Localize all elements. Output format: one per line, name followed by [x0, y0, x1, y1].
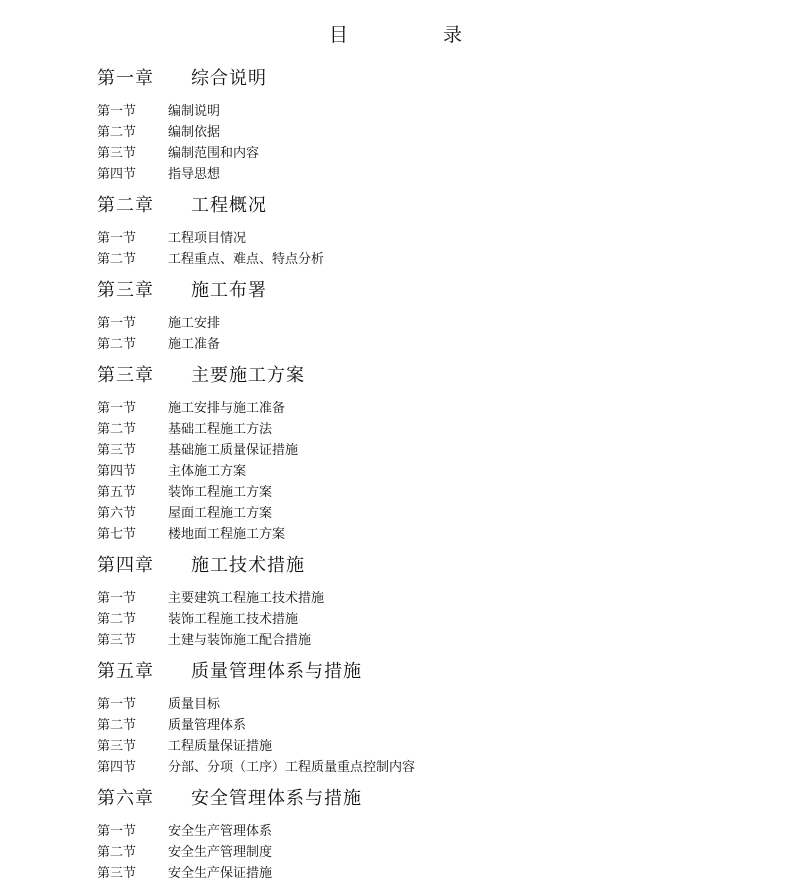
chapter-number: 第六章: [97, 787, 154, 809]
section-number: 第二节: [97, 252, 137, 267]
section-title: 屋面工程施工方案: [168, 506, 273, 521]
table-of-contents: [97, 60, 717, 882]
section-number: 第一节: [97, 824, 137, 839]
chapter-number: 第二章: [97, 194, 154, 216]
section-entry[interactable]: [97, 840, 717, 861]
section-title: 楼地面工程施工方案: [168, 527, 286, 542]
chapter-title: 质量管理体系与措施: [191, 660, 362, 682]
section-number: 第三节: [97, 146, 137, 161]
section-entry[interactable]: [97, 522, 717, 543]
section-entry[interactable]: [97, 247, 717, 268]
section-entry[interactable]: [97, 99, 717, 120]
section-number: 第三节: [97, 633, 137, 648]
chapter-title: 主要施工方案: [191, 364, 305, 386]
section-entry[interactable]: [97, 311, 717, 332]
chapter-heading[interactable]: [97, 187, 717, 220]
section-number: 第一节: [97, 231, 137, 246]
chapter-number: 第四章: [97, 554, 154, 576]
section-number: 第三节: [97, 443, 137, 458]
section-number: 第四节: [97, 464, 137, 479]
section-title: 质量目标: [168, 697, 221, 712]
chapter-heading[interactable]: [97, 272, 717, 305]
section-entry[interactable]: [97, 396, 717, 417]
section-title: 编制依据: [168, 125, 221, 140]
section-entry[interactable]: [97, 713, 717, 734]
section-title: 安全生产管理体系: [168, 824, 273, 839]
section-title: 安全生产保证措施: [168, 866, 273, 881]
section-entry[interactable]: [97, 141, 717, 162]
section-number: 第七节: [97, 527, 137, 542]
section-entry[interactable]: [97, 417, 717, 438]
section-entry[interactable]: [97, 734, 717, 755]
section-entry[interactable]: [97, 162, 717, 183]
section-title: 分部、分项（工序）工程质量重点控制内容: [168, 760, 416, 775]
chapter-title: 综合说明: [191, 67, 267, 89]
chapter-heading[interactable]: [97, 357, 717, 390]
chapter-heading[interactable]: [97, 547, 717, 580]
section-entry[interactable]: [97, 692, 717, 713]
section-title: 指导思想: [168, 167, 221, 182]
section-entry[interactable]: [97, 628, 717, 649]
section-entry[interactable]: [97, 501, 717, 522]
section-number: 第二节: [97, 845, 137, 860]
section-title: 工程质量保证措施: [168, 739, 273, 754]
section-entry[interactable]: [97, 607, 717, 628]
chapter-heading[interactable]: [97, 653, 717, 686]
section-entry[interactable]: [97, 120, 717, 141]
section-number: 第三节: [97, 866, 137, 881]
section-entry[interactable]: [97, 586, 717, 607]
section-number: 第二节: [97, 337, 137, 352]
section-title: 施工安排: [168, 316, 221, 331]
section-title: 编制说明: [168, 104, 221, 119]
section-title: 装饰工程施工方案: [168, 485, 273, 500]
section-title: 施工准备: [168, 337, 221, 352]
section-number: 第一节: [97, 316, 137, 331]
section-title: 土建与装饰施工配合措施: [168, 633, 312, 648]
section-title: 主要建筑工程施工技术措施: [168, 591, 325, 606]
chapter-number: 第五章: [97, 660, 154, 682]
chapter-number: 第三章: [97, 279, 154, 301]
section-title: 基础施工质量保证措施: [168, 443, 299, 458]
section-title: 质量管理体系: [168, 718, 247, 733]
section-number: 第二节: [97, 612, 137, 627]
section-title: 基础工程施工方法: [168, 422, 273, 437]
section-number: 第五节: [97, 485, 137, 500]
page-title: 目 录: [328, 24, 500, 46]
section-entry[interactable]: [97, 819, 717, 840]
chapter-number: 第一章: [97, 67, 154, 89]
section-entry[interactable]: [97, 755, 717, 776]
section-number: 第一节: [97, 104, 137, 119]
section-title: 编制范围和内容: [168, 146, 260, 161]
section-number: 第二节: [97, 422, 137, 437]
section-number: 第一节: [97, 697, 137, 712]
section-number: 第二节: [97, 718, 137, 733]
section-title: 工程项目情况: [168, 231, 247, 246]
chapter-title: 施工布署: [191, 279, 267, 301]
chapter-heading[interactable]: [97, 60, 717, 93]
chapter-title: 施工技术措施: [191, 554, 305, 576]
section-entry[interactable]: [97, 332, 717, 353]
section-title: 施工安排与施工准备: [168, 401, 286, 416]
section-number: 第一节: [97, 591, 137, 606]
section-entry[interactable]: [97, 459, 717, 480]
section-number: 第四节: [97, 760, 137, 775]
section-entry[interactable]: [97, 438, 717, 459]
section-entry[interactable]: [97, 861, 717, 882]
section-number: 第一节: [97, 401, 137, 416]
chapter-number: 第三章: [97, 364, 154, 386]
section-title: 装饰工程施工技术措施: [168, 612, 299, 627]
section-title: 主体施工方案: [168, 464, 247, 479]
chapter-heading[interactable]: [97, 780, 717, 813]
section-number: 第四节: [97, 167, 137, 182]
section-number: 第六节: [97, 506, 137, 521]
chapter-title: 工程概况: [191, 194, 267, 216]
section-number: 第二节: [97, 125, 137, 140]
section-number: 第三节: [97, 739, 137, 754]
section-title: 工程重点、难点、特点分析: [168, 252, 325, 267]
section-entry[interactable]: [97, 226, 717, 247]
chapter-title: 安全管理体系与措施: [191, 787, 362, 809]
section-entry[interactable]: [97, 480, 717, 501]
section-title: 安全生产管理制度: [168, 845, 273, 860]
